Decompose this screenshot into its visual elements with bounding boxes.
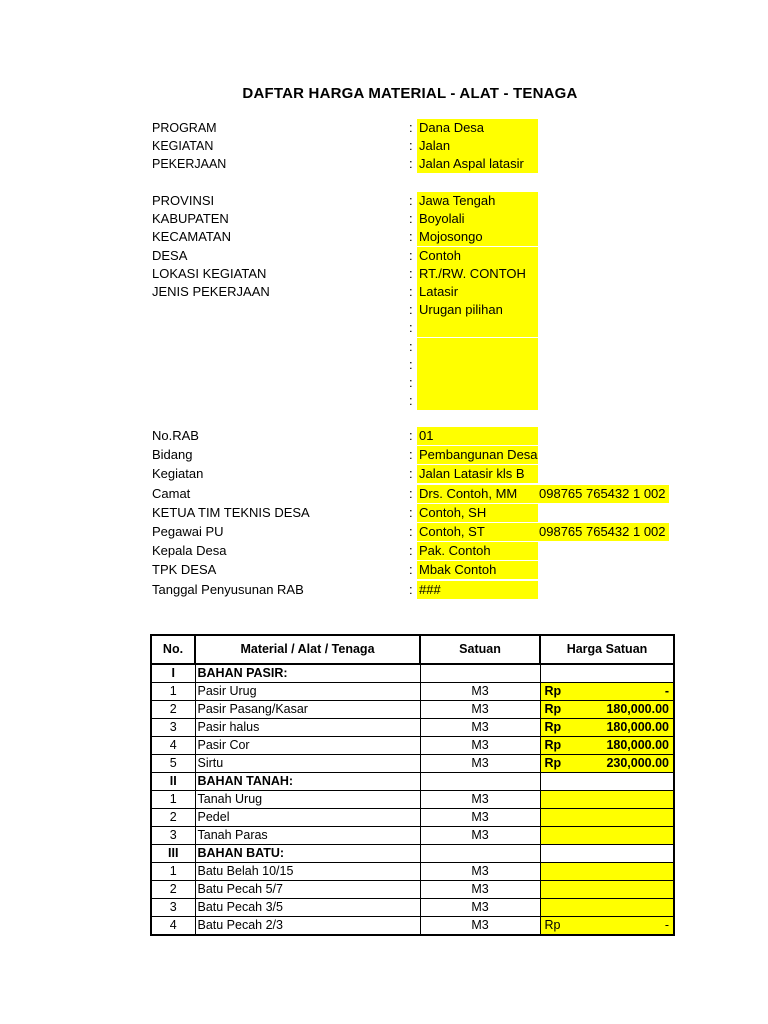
price-amount: - (664, 684, 669, 698)
header-material: Material / Alat / Tenaga (195, 635, 420, 664)
info-label: Camat (152, 485, 191, 501)
cell-satuan: M3 (420, 701, 540, 719)
info-colon: : (409, 211, 413, 227)
info-label: No.RAB (152, 428, 199, 443)
info-row (0, 465, 768, 483)
info-value: Pak. Contoh (417, 542, 538, 560)
info-label: KECAMATAN (152, 229, 231, 245)
info-colon: : (409, 466, 413, 482)
info-label: Pegawai PU (152, 524, 224, 539)
info-row (0, 446, 768, 464)
cell-no: 2 (151, 701, 195, 719)
table-body (151, 664, 674, 935)
cell-satuan: M3 (420, 791, 540, 809)
currency-label: Rp (544, 738, 562, 752)
info-value (417, 356, 538, 374)
info-row (0, 192, 768, 210)
info-value: Dana Desa (417, 119, 538, 137)
info-label: KABUPATEN (152, 211, 229, 227)
cell-material: Tanah Urug (195, 791, 420, 809)
table-row (151, 737, 674, 755)
info-row (0, 319, 768, 337)
price-amount: 230,000.00 (606, 756, 669, 770)
cell-no: I (151, 664, 195, 683)
cell-no: 2 (151, 881, 195, 899)
table-header-row (151, 635, 674, 664)
info-label: Kegiatan (152, 466, 204, 482)
info-colon: : (409, 581, 413, 597)
info-label: TPK DESA (152, 562, 217, 578)
cell-no: 1 (151, 683, 195, 701)
info-nip: 098765 765432 1 002 (537, 485, 669, 503)
info-colon: : (409, 156, 413, 171)
info-colon: : (409, 375, 413, 390)
cell-no: 2 (151, 809, 195, 827)
cell-material: BAHAN TANAH: (195, 773, 420, 791)
table-row (151, 719, 674, 737)
table-section-row (151, 664, 674, 683)
header-harga: Harga Satuan (540, 635, 674, 664)
info-row (0, 210, 768, 228)
cell-material: BAHAN BATU: (195, 845, 420, 863)
info-row (0, 119, 768, 137)
info-row (0, 265, 768, 283)
info-label: LOKASI KEGIATAN (152, 265, 267, 281)
info-value: Contoh (417, 247, 538, 265)
cell-harga (540, 845, 674, 863)
cell-harga (540, 791, 674, 809)
cell-material: Pasir halus (195, 719, 420, 737)
cell-material: Batu Belah 10/15 (195, 863, 420, 881)
info-value: Drs. Contoh, MM (417, 485, 538, 503)
currency-label: Rp (544, 918, 561, 932)
info-row (0, 283, 768, 301)
info-label: PROVINSI (152, 193, 215, 208)
info-row (0, 137, 768, 155)
info-value: Jalan Aspal latasir (417, 155, 538, 173)
info-row (0, 356, 768, 374)
cell-satuan: M3 (420, 755, 540, 773)
table-row (151, 683, 674, 701)
cell-harga (540, 863, 674, 881)
cell-satuan (420, 845, 540, 863)
info-colon: : (409, 356, 413, 372)
cell-satuan (420, 664, 540, 683)
info-label: Bidang (152, 447, 193, 463)
info-colon: : (409, 302, 413, 318)
price-amount: 180,000.00 (606, 702, 669, 716)
info-colon: : (409, 193, 413, 208)
header-no: No. (151, 635, 195, 664)
cell-harga (540, 917, 674, 936)
table-row (151, 701, 674, 719)
cell-satuan: M3 (420, 719, 540, 737)
cell-no: 5 (151, 755, 195, 773)
info-value (417, 392, 538, 410)
cell-harga (540, 719, 674, 737)
price-table (150, 634, 675, 936)
info-colon: : (409, 265, 413, 281)
cell-satuan: M3 (420, 683, 540, 701)
info-row (0, 247, 768, 265)
info-colon: : (409, 229, 413, 245)
info-colon: : (409, 504, 413, 520)
cell-harga (540, 881, 674, 899)
info-colon: : (409, 524, 413, 539)
currency-label: Rp (544, 756, 562, 770)
currency-label: Rp (544, 684, 562, 698)
info-row (0, 581, 768, 599)
info-colon: : (409, 543, 413, 559)
info-value: 01 (417, 427, 538, 445)
cell-satuan (420, 773, 540, 791)
info-colon: : (409, 393, 413, 409)
cell-no: 4 (151, 917, 195, 936)
table-row (151, 791, 674, 809)
info-label: PEKERJAAN (152, 157, 227, 171)
info-nip: 098765 765432 1 002 (537, 523, 669, 541)
info-label: PROGRAM (152, 121, 217, 135)
info-row (0, 374, 768, 392)
cell-satuan: M3 (420, 827, 540, 845)
table-section-row (151, 845, 674, 863)
info-value: Contoh, ST (417, 523, 538, 541)
info-value (417, 338, 538, 356)
info-value: Jawa Tengah (417, 192, 538, 210)
cell-harga (540, 683, 674, 701)
info-row (0, 485, 768, 503)
currency-label: Rp (544, 702, 562, 716)
info-row (0, 561, 768, 579)
cell-satuan: M3 (420, 917, 540, 936)
cell-harga (540, 809, 674, 827)
cell-satuan: M3 (420, 881, 540, 899)
info-colon: : (409, 338, 413, 354)
cell-no: 3 (151, 719, 195, 737)
cell-no: 4 (151, 737, 195, 755)
info-colon: : (409, 120, 413, 135)
info-row (0, 392, 768, 410)
table-row (151, 899, 674, 917)
cell-no: II (151, 773, 195, 791)
info-label: JENIS PEKERJAAN (152, 284, 270, 299)
info-colon: : (409, 284, 413, 299)
price-amount: - (664, 918, 669, 932)
cell-no: 3 (151, 827, 195, 845)
cell-satuan: M3 (420, 863, 540, 881)
info-row (0, 523, 768, 541)
info-colon: : (409, 320, 413, 336)
cell-material: Pasir Pasang/Kasar (195, 701, 420, 719)
cell-material: Sirtu (195, 755, 420, 773)
currency-label: Rp (544, 720, 562, 734)
header-satuan: Satuan (420, 635, 540, 664)
info-row (0, 228, 768, 246)
cell-harga (540, 899, 674, 917)
info-value: Contoh, SH (417, 504, 538, 522)
cell-satuan: M3 (420, 899, 540, 917)
info-value: RT./RW. CONTOH (417, 265, 538, 283)
info-label: DESA (152, 247, 188, 263)
table-row (151, 755, 674, 773)
cell-material: Batu Pecah 2/3 (195, 917, 420, 936)
cell-no: 3 (151, 899, 195, 917)
cell-no: 1 (151, 863, 195, 881)
info-value: Mbak Contoh (417, 561, 538, 579)
table-row (151, 863, 674, 881)
info-value: Boyolali (417, 210, 538, 228)
table-section-row (151, 773, 674, 791)
info-colon: : (409, 447, 413, 463)
info-value: Latasir (417, 283, 538, 301)
cell-material: Pasir Cor (195, 737, 420, 755)
cell-harga (540, 773, 674, 791)
info-value: Mojosongo (417, 228, 538, 246)
info-value: Jalan (417, 137, 538, 155)
info-value (417, 319, 538, 337)
info-colon: : (409, 428, 413, 443)
cell-material: Pasir Urug (195, 683, 420, 701)
cell-material: Batu Pecah 3/5 (195, 899, 420, 917)
info-value: ### (417, 581, 538, 599)
cell-material: Pedel (195, 809, 420, 827)
cell-harga (540, 701, 674, 719)
cell-no: 1 (151, 791, 195, 809)
info-value: Pembangunan Desa (419, 447, 538, 463)
info-value: Urugan pilihan (417, 301, 538, 319)
cell-no: III (151, 845, 195, 863)
cell-material: BAHAN PASIR: (195, 664, 420, 683)
price-amount: 180,000.00 (606, 720, 669, 734)
info-colon: : (409, 562, 413, 578)
info-colon: : (409, 138, 413, 153)
cell-material: Batu Pecah 5/7 (195, 881, 420, 899)
info-row (0, 427, 768, 445)
cell-harga (540, 737, 674, 755)
cell-material: Tanah Paras (195, 827, 420, 845)
info-colon: : (409, 247, 413, 263)
cell-harga (540, 827, 674, 845)
cell-satuan: M3 (420, 737, 540, 755)
info-row (0, 338, 768, 356)
info-label: KEGIATAN (152, 139, 214, 153)
info-row (0, 504, 768, 522)
cell-satuan: M3 (420, 809, 540, 827)
price-amount: 180,000.00 (606, 738, 669, 752)
info-label: Tanggal Penyusunan RAB (152, 581, 304, 597)
cell-harga (540, 664, 674, 683)
info-row (0, 155, 768, 173)
info-label: KETUA TIM TEKNIS DESA (152, 504, 310, 520)
info-row (0, 301, 768, 319)
cell-harga (540, 755, 674, 773)
table-row (151, 881, 674, 899)
info-value: Jalan Latasir kls B (417, 465, 538, 483)
page-title: DAFTAR HARGA MATERIAL - ALAT - TENAGA (242, 85, 578, 102)
info-colon: : (409, 485, 413, 501)
info-value (417, 374, 538, 392)
info-label: Kepala Desa (152, 543, 227, 559)
table-row (151, 827, 674, 845)
info-row (0, 542, 768, 560)
table-row (151, 917, 674, 936)
table-row (151, 809, 674, 827)
